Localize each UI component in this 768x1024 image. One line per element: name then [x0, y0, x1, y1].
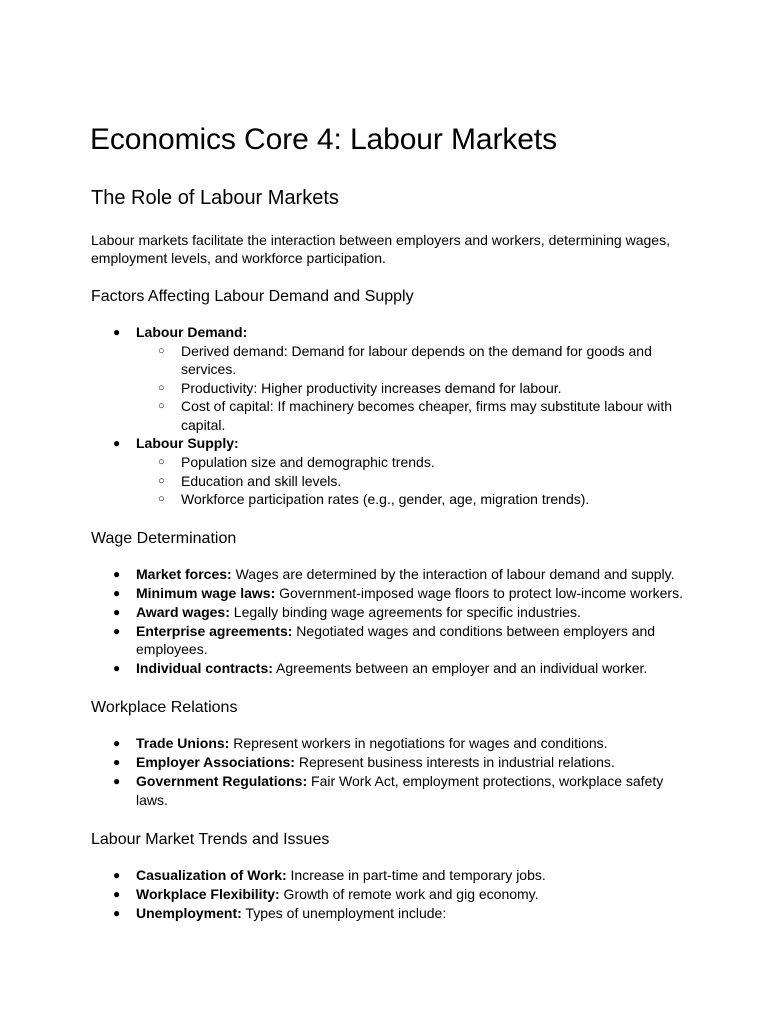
circle-bullet-icon: ○ [158, 400, 165, 413]
sub-list-item [136, 472, 691, 491]
labour-demand-sublist [136, 342, 691, 435]
list-text: Agreements between an employer and an individual worker. [272, 660, 648, 677]
list-text: Government-imposed wage floors to protect low-income workers. [275, 584, 683, 601]
trends-list [91, 866, 691, 923]
circle-bullet-icon: ○ [158, 493, 165, 506]
list-term: Workplace Flexibility: [136, 885, 280, 902]
labour-supply-sublist [136, 453, 691, 509]
bullet-icon: ● [113, 867, 121, 882]
factors-list [91, 323, 691, 509]
wage-list [91, 565, 691, 678]
heading-workplace-relations: Workplace Relations [91, 699, 238, 717]
list-term: Government Regulations: [136, 773, 308, 790]
sub-item-text: Productivity: Higher productivity increases demand for labour. [181, 379, 562, 396]
list-text: Wages are determined by the interaction of labour demand and supply. [231, 565, 675, 582]
sub-item-text: Cost of capital: If machinery becomes cheaper, firms may substitute labour with capital. [181, 398, 672, 433]
circle-bullet-icon: ○ [158, 344, 165, 357]
list-text: Represent workers in negotiations for wages and conditions. [229, 735, 608, 752]
document-title: Economics Core 4: Labour Markets [90, 123, 558, 156]
circle-bullet-icon: ○ [158, 381, 165, 394]
list-item [91, 734, 691, 753]
list-text: Legally binding wage agreements for specific industries. [229, 603, 581, 620]
list-text: Negotiated wages and conditions between employers and employees. [136, 622, 656, 658]
list-item [91, 885, 691, 904]
sub-list-item [136, 453, 691, 472]
list-item [91, 622, 691, 660]
document-page [91, 122, 691, 923]
list-item-labour-demand [91, 323, 691, 434]
list-item [91, 584, 691, 603]
bullet-icon: ● [113, 755, 121, 770]
list-term: Individual contracts: [136, 660, 273, 677]
sub-list-item [136, 397, 691, 434]
list-term: Enterprise agreements: [136, 622, 293, 639]
list-term: Minimum wage laws: [136, 584, 276, 601]
list-item [91, 603, 691, 622]
bullet-icon: ● [113, 661, 121, 676]
heading-role-of-labour-markets: The Role of Labour Markets [91, 187, 339, 209]
list-item [91, 904, 691, 923]
list-item [91, 659, 691, 678]
bullet-icon: ● [113, 623, 121, 638]
list-term: Unemployment: [136, 904, 242, 921]
sub-item-text: Education and skill levels. [181, 472, 342, 489]
sub-item-text: Population size and demographic trends. [181, 454, 435, 471]
relations-list [91, 734, 691, 810]
list-text: Represent business interests in industrial relations. [294, 754, 615, 771]
heading-labour-market-trends: Labour Market Trends and Issues [91, 830, 330, 848]
heading-wage-determination: Wage Determination [91, 529, 237, 547]
list-term: Casualization of Work: [136, 866, 287, 883]
list-item [91, 866, 691, 885]
term-labour-demand: Labour Demand: [136, 324, 248, 340]
list-item [91, 772, 691, 810]
sub-list-item [136, 342, 691, 379]
list-term: Employer Associations: [136, 754, 295, 771]
list-text: Fair Work Act, employment protections, workplace safety laws. [136, 773, 664, 808]
list-term: Award wages: [136, 603, 230, 620]
circle-bullet-icon: ○ [158, 456, 165, 469]
bullet-icon: ● [113, 774, 121, 789]
sub-item-text: Derived demand: Demand for labour depends on the demand for goods and services. [181, 342, 652, 378]
bullet-icon: ● [113, 736, 121, 751]
circle-bullet-icon: ○ [158, 474, 165, 487]
sub-list-item [136, 490, 691, 509]
list-term: Market forces: [136, 565, 232, 582]
sub-item-text: Workforce participation rates (e.g., gender, age, migration trends). [181, 491, 590, 508]
bullet-icon: ● [113, 585, 121, 600]
bullet-icon: ● [113, 566, 121, 581]
bullet-icon: ● [113, 325, 121, 339]
paragraph-role-of-labour-markets: Labour markets facilitate the interaction between employers and workers, determining wages, employment levels, and workforce participation. [91, 232, 670, 266]
list-item [91, 753, 691, 772]
list-text: Increase in part-time and temporary jobs. [286, 866, 546, 883]
sub-list-item [136, 379, 691, 398]
bullet-icon: ● [113, 886, 121, 901]
bullet-icon: ● [113, 436, 121, 451]
bullet-icon: ● [113, 905, 121, 920]
term-labour-supply: Labour Supply: [136, 435, 239, 452]
list-text: Types of unemployment include: [241, 904, 447, 921]
heading-factors: Factors Affecting Labour Demand and Supply [91, 288, 414, 305]
list-item-labour-supply [91, 434, 691, 508]
list-item [91, 565, 691, 584]
list-text: Growth of remote work and gig economy. [279, 885, 539, 902]
list-term: Trade Unions: [136, 735, 230, 752]
bullet-icon: ● [113, 604, 121, 619]
